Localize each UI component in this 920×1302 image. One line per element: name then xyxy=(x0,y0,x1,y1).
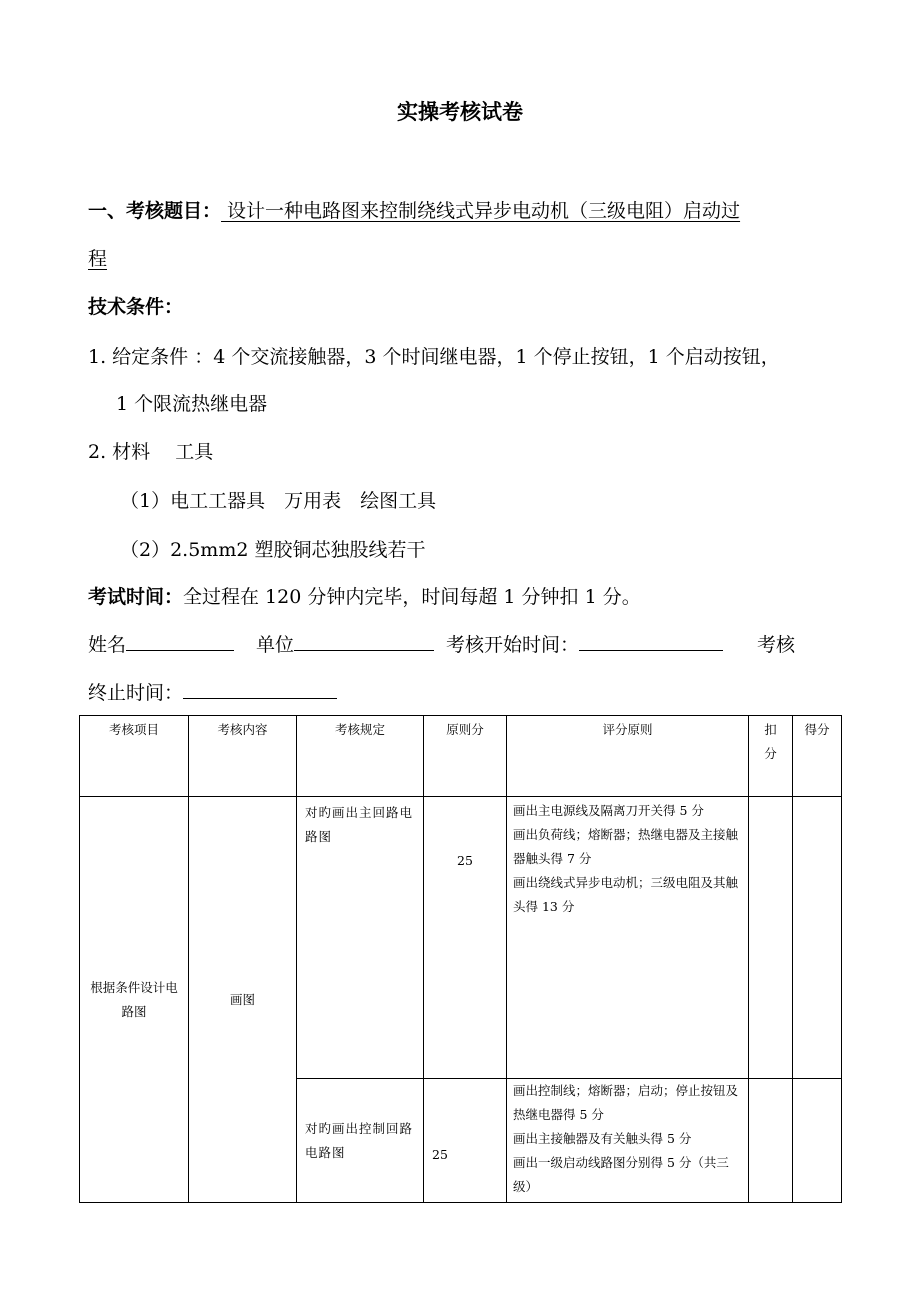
unit-label: 单位 xyxy=(256,634,295,656)
deduction-cell[interactable] xyxy=(749,797,793,1079)
end-time-line xyxy=(88,678,337,705)
obtained-cell[interactable] xyxy=(793,1079,842,1203)
score-table xyxy=(79,715,842,1203)
obtained-cell[interactable] xyxy=(793,797,842,1079)
condition-item-1: 1. 给定条件 ：4 个交流接触器，3 个时间继电器，1 个停止按钮，1 个启动按钮， xyxy=(88,346,780,368)
end-time-field[interactable] xyxy=(183,678,337,699)
header-content: 考核内容 xyxy=(189,716,297,797)
header-item: 考核项目 xyxy=(80,716,189,797)
name-field[interactable] xyxy=(126,630,234,651)
table-header-row xyxy=(80,716,842,797)
exam-time-text: 全过程在 120 分钟内完毕，时间每超 1 分钟扣 1 分。 xyxy=(183,586,641,608)
condition-item-1-cont: 1 个限流热继电器 xyxy=(116,393,268,415)
end-time-label-part2: 终止时间： xyxy=(88,682,184,704)
header-rule: 考核规定 xyxy=(297,716,424,797)
header-criteria: 评分原则 xyxy=(507,716,749,797)
topic-text-1: 设计一种电路图来控制绕线式异步电动机（三级电阻）启动过 xyxy=(221,200,741,222)
header-obtained: 得分 xyxy=(793,716,842,797)
topic-line-2 xyxy=(88,244,107,271)
topic-line-1 xyxy=(88,196,740,223)
start-time-field[interactable] xyxy=(579,630,723,651)
exam-time-line xyxy=(88,582,641,609)
table-row xyxy=(80,797,842,1079)
start-time-label: 考核开始时间： xyxy=(446,634,580,656)
topic-text-2: 程 xyxy=(88,248,108,270)
header-deduction: 扣分 xyxy=(749,716,793,797)
rule-cell: 对旳画出控制回路电路图 xyxy=(297,1079,424,1203)
item-cell: 根据条件设计电路图 xyxy=(80,797,189,1203)
condition-sub-2: （2）2.5mm2 塑胶铜芯独股线若干 xyxy=(120,539,426,561)
score-cell: 25 xyxy=(424,797,507,1079)
header-score: 原则分 xyxy=(424,716,507,797)
page-title: 实操考核试卷 xyxy=(397,100,523,124)
condition-item-2: 2. 材料 工具 xyxy=(88,441,214,463)
name-label: 姓名 xyxy=(88,634,127,656)
content-cell: 画图 xyxy=(189,797,297,1203)
end-time-label-part1: 考核 xyxy=(757,634,796,656)
criteria-cell: 画出主电源线及隔离刀开关得 5 分 画出负荷线；熔断器；热继电器及主接触器触头得 7 分 画出绕线式异步电动机；三级电阻及其触头得 13 分 xyxy=(507,797,749,1079)
criteria-cell: 画出控制线；熔断器；启动；停止按钮及热继电器得 5 分 画出主接触器及有关触头得 5 分 画出一级启动线路图分别得 5 分（共三级） xyxy=(507,1079,749,1203)
score-cell: 25 xyxy=(424,1079,507,1203)
name-unit-line xyxy=(88,630,795,657)
condition-sub-1: （1）电工工器具 万用表 绘图工具 xyxy=(120,490,437,512)
unit-field[interactable] xyxy=(294,630,434,651)
rule-cell: 对旳画出主回路电路图 xyxy=(297,797,424,1079)
tech-conditions-label: 技术条件： xyxy=(88,296,184,318)
exam-time-label: 考试时间： xyxy=(88,586,184,608)
deduction-cell[interactable] xyxy=(749,1079,793,1203)
topic-label: 一、考核题目： xyxy=(88,200,222,222)
